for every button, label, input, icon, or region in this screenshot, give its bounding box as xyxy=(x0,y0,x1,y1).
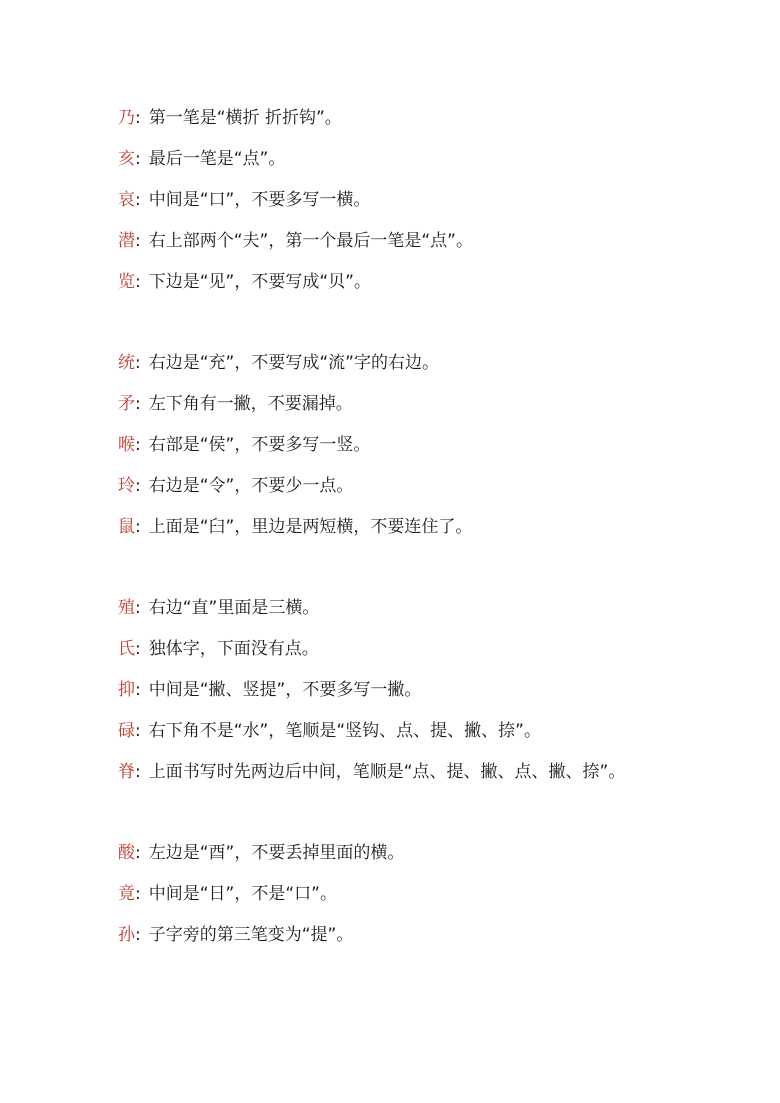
entry-colon: : xyxy=(135,476,141,496)
entry-character: 览 xyxy=(118,272,135,292)
entry-item xyxy=(118,180,638,221)
entry-item xyxy=(118,711,638,752)
entry-item xyxy=(118,833,638,874)
entry-colon: : xyxy=(135,680,141,700)
entry-character: 鼠 xyxy=(118,517,135,537)
entry-character: 乃 xyxy=(118,108,135,128)
entry-character: 殖 xyxy=(118,598,135,618)
entry-note: 上面书写时先两边后中间，笔顺是“点、提、撇、点、撇、捺”。 xyxy=(148,762,626,782)
entry-note: 右边“直”里面是三横。 xyxy=(148,598,320,618)
entry-item xyxy=(118,425,638,466)
entry-colon: : xyxy=(135,353,141,373)
entry-colon: : xyxy=(135,517,141,537)
entry-item xyxy=(118,98,638,139)
entry-note: 右边是“充”，不要写成“流”字的右边。 xyxy=(148,353,439,373)
entry-group-3 xyxy=(118,588,638,793)
entry-note: 左下角有一撇，不要漏掉。 xyxy=(148,394,353,414)
entry-character: 统 xyxy=(118,353,135,373)
entry-colon: : xyxy=(135,435,141,455)
entry-item xyxy=(118,384,638,425)
entry-item xyxy=(118,262,638,303)
entry-note: 最后一笔是“点”。 xyxy=(148,149,286,169)
entry-item xyxy=(118,670,638,711)
entry-character: 竟 xyxy=(118,884,135,904)
entry-colon: : xyxy=(135,190,141,210)
entry-character: 酸 xyxy=(118,843,135,863)
entry-colon: : xyxy=(135,925,141,945)
entry-item xyxy=(118,139,638,180)
entry-character: 氏 xyxy=(118,639,135,659)
entry-group-4 xyxy=(118,833,638,956)
entry-item xyxy=(118,343,638,384)
entry-colon: : xyxy=(135,721,141,741)
entry-character: 抑 xyxy=(118,680,135,700)
entry-item xyxy=(118,752,638,793)
entry-note: 上面是“臼”，里边是两短横，不要连住了。 xyxy=(148,517,473,537)
entry-colon: : xyxy=(135,639,141,659)
entry-character: 潜 xyxy=(118,231,135,251)
entry-note: 右边是“令”，不要少一点。 xyxy=(148,476,354,496)
entry-colon: : xyxy=(135,272,141,292)
entry-colon: : xyxy=(135,149,141,169)
entry-colon: : xyxy=(135,762,141,782)
entry-item xyxy=(118,466,638,507)
entry-item xyxy=(118,221,638,262)
entry-character: 哀 xyxy=(118,190,135,210)
entry-item xyxy=(118,629,638,670)
entry-character: 孙 xyxy=(118,925,135,945)
entry-note: 右部是“侯”，不要多写一竖。 xyxy=(148,435,371,455)
entry-item xyxy=(118,874,638,915)
entry-note: 左边是“酉”，不要丢掉里面的横。 xyxy=(148,843,405,863)
entry-colon: : xyxy=(135,108,141,128)
entry-character: 喉 xyxy=(118,435,135,455)
entry-group-1 xyxy=(118,98,638,303)
entry-colon: : xyxy=(135,843,141,863)
document-content xyxy=(118,98,638,956)
entry-note: 中间是“口”，不要多写一横。 xyxy=(148,190,371,210)
entry-note: 独体字，下面没有点。 xyxy=(148,639,319,659)
entry-group-2 xyxy=(118,343,638,548)
entry-note: 第一笔是“横折 折折钩”。 xyxy=(148,108,342,128)
entry-item xyxy=(118,915,638,956)
entry-character: 脊 xyxy=(118,762,135,782)
entry-note: 下边是“见”，不要写成“贝”。 xyxy=(148,272,371,292)
entry-colon: : xyxy=(135,394,141,414)
entry-character: 碌 xyxy=(118,721,135,741)
entry-character: 矛 xyxy=(118,394,135,414)
entry-note: 中间是“撇、竖提”，不要多写一撇。 xyxy=(148,680,422,700)
entry-item xyxy=(118,507,638,548)
entry-character: 亥 xyxy=(118,149,135,169)
entry-colon: : xyxy=(135,884,141,904)
entry-colon: : xyxy=(135,231,141,251)
entry-note: 中间是“日”，不是“口”。 xyxy=(148,884,337,904)
entry-note: 右下角不是“水”，笔顺是“竖钩、点、提、撇、捺”。 xyxy=(148,721,541,741)
entry-note: 子字旁的第三笔变为“提”。 xyxy=(148,925,354,945)
entry-item xyxy=(118,588,638,629)
entry-character: 玲 xyxy=(118,476,135,496)
entry-colon: : xyxy=(135,598,141,618)
entry-note: 右上部两个“夫”，第一个最后一笔是“点”。 xyxy=(148,231,473,251)
